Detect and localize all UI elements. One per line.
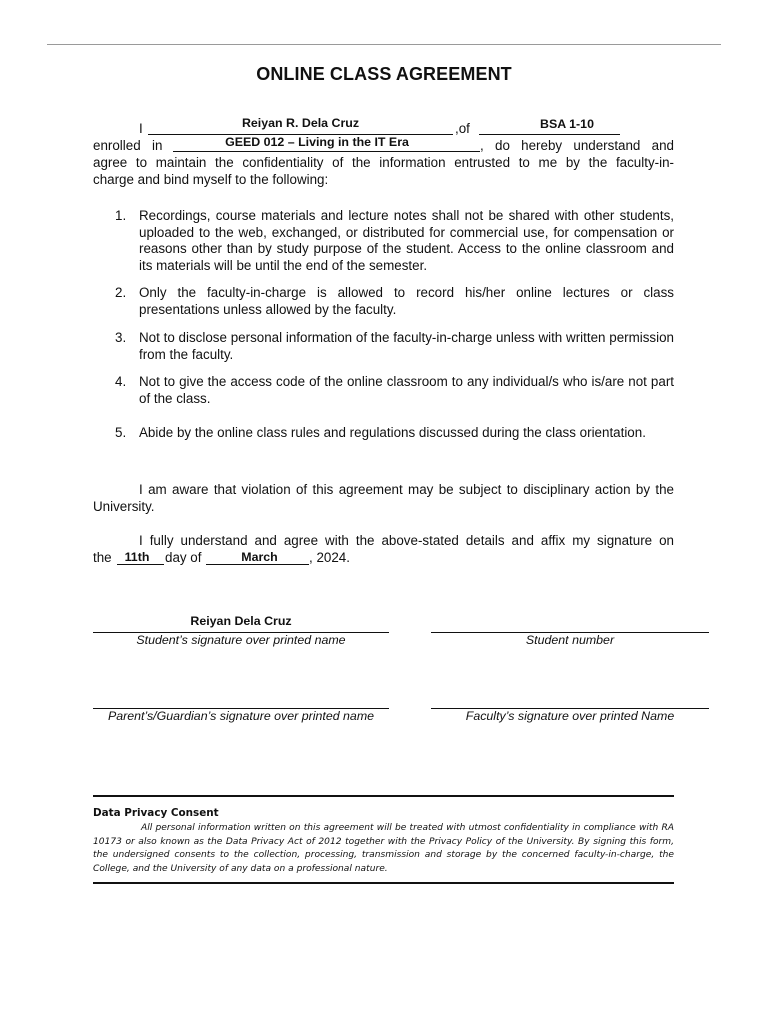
intro-line-4: charge and bind myself to the following: (93, 172, 329, 187)
section-line (479, 134, 620, 135)
awareness-paragraph: I am aware that violation of this agreement may be subject to disciplinary action by the University. (93, 482, 674, 514)
document-title: ONLINE CLASS AGREEMENT (256, 64, 512, 84)
intro-after-course: , do hereby understand and (480, 138, 674, 153)
faculty-signature-caption: Faculty’s signature over printed Name (465, 709, 675, 723)
affirmation-line-1: I fully understand and agree with the above-stated details and affix my signature on (139, 533, 674, 548)
section-field: BSA 1-10 (540, 117, 594, 131)
privacy-text: All personal information written on this agreement will be treated with utmost confidentiality in compliance with RA 10173 or also known as the Data Privacy Act of 2012 together with the Privacy Policy of the University. By signing this form, the undersigned consents to the collection, processing, transmission and storage by the concerned faculty-in-charge, the College, and the University of any data on a professional nature. (93, 823, 674, 874)
intro-word-i: I (139, 121, 143, 136)
list-item-number: 4. (115, 374, 127, 389)
student-signature-caption: Student’s signature over printed name (136, 633, 346, 647)
course-line (173, 151, 480, 152)
intro-word-in: in (152, 138, 163, 153)
affirmation-word-the: the (93, 550, 112, 565)
intro-line-3: agree to maintain the confidentiality of the information entrusted to me by the faculty-in- (93, 155, 674, 170)
list-item-text: Recordings, course materials and lecture notes shall not be shared with other students, uploaded to the web, exchanged, or distributed for commercial use, for compensation or reasons other than by study purpose of the student. Access to the online classroom and its materials will be until the end of the semester. (139, 208, 674, 273)
privacy-top-rule (93, 795, 674, 797)
privacy-title: Data Privacy Consent (93, 807, 219, 819)
month-field: March (241, 550, 278, 564)
course-field: GEED 012 – Living in the IT Era (225, 135, 409, 149)
student-name-field: Reiyan R. Dela Cruz (241, 116, 360, 130)
list-item-number: 3. (115, 330, 127, 345)
list-item-number: 1. (115, 208, 127, 223)
student-number-caption: Student number (525, 633, 615, 647)
list-item-text: Not to give the access code of the online classroom to any individual/s who is/are not part of the class. (139, 374, 674, 406)
affirmation-day-of: day of (165, 550, 202, 565)
intro-word-enrolled: enrolled (93, 138, 141, 153)
list-item-text: Not to disclose personal information of the faculty-in-charge unless with written permission from the faculty. (139, 330, 674, 362)
list-item-text: Only the faculty-in-charge is allowed to record his/her online lectures or class presentations unless allowed by the faculty. (139, 285, 674, 317)
list-item-number: 2. (115, 285, 127, 300)
list-item-text: Abide by the online class rules and regulations discussed during the class orientation. (139, 425, 646, 440)
student-printed-name: Reiyan Dela Cruz (190, 614, 292, 628)
privacy-bottom-rule (93, 882, 674, 884)
list-item-number: 5. (115, 425, 127, 440)
affirmation-year: , 2024. (309, 550, 350, 565)
header-divider (47, 44, 721, 45)
intro-word-of: ,of (455, 121, 470, 136)
day-field: 11th (124, 550, 150, 564)
parent-signature-caption: Parent’s/Guardian’s signature over printed name (107, 709, 375, 723)
